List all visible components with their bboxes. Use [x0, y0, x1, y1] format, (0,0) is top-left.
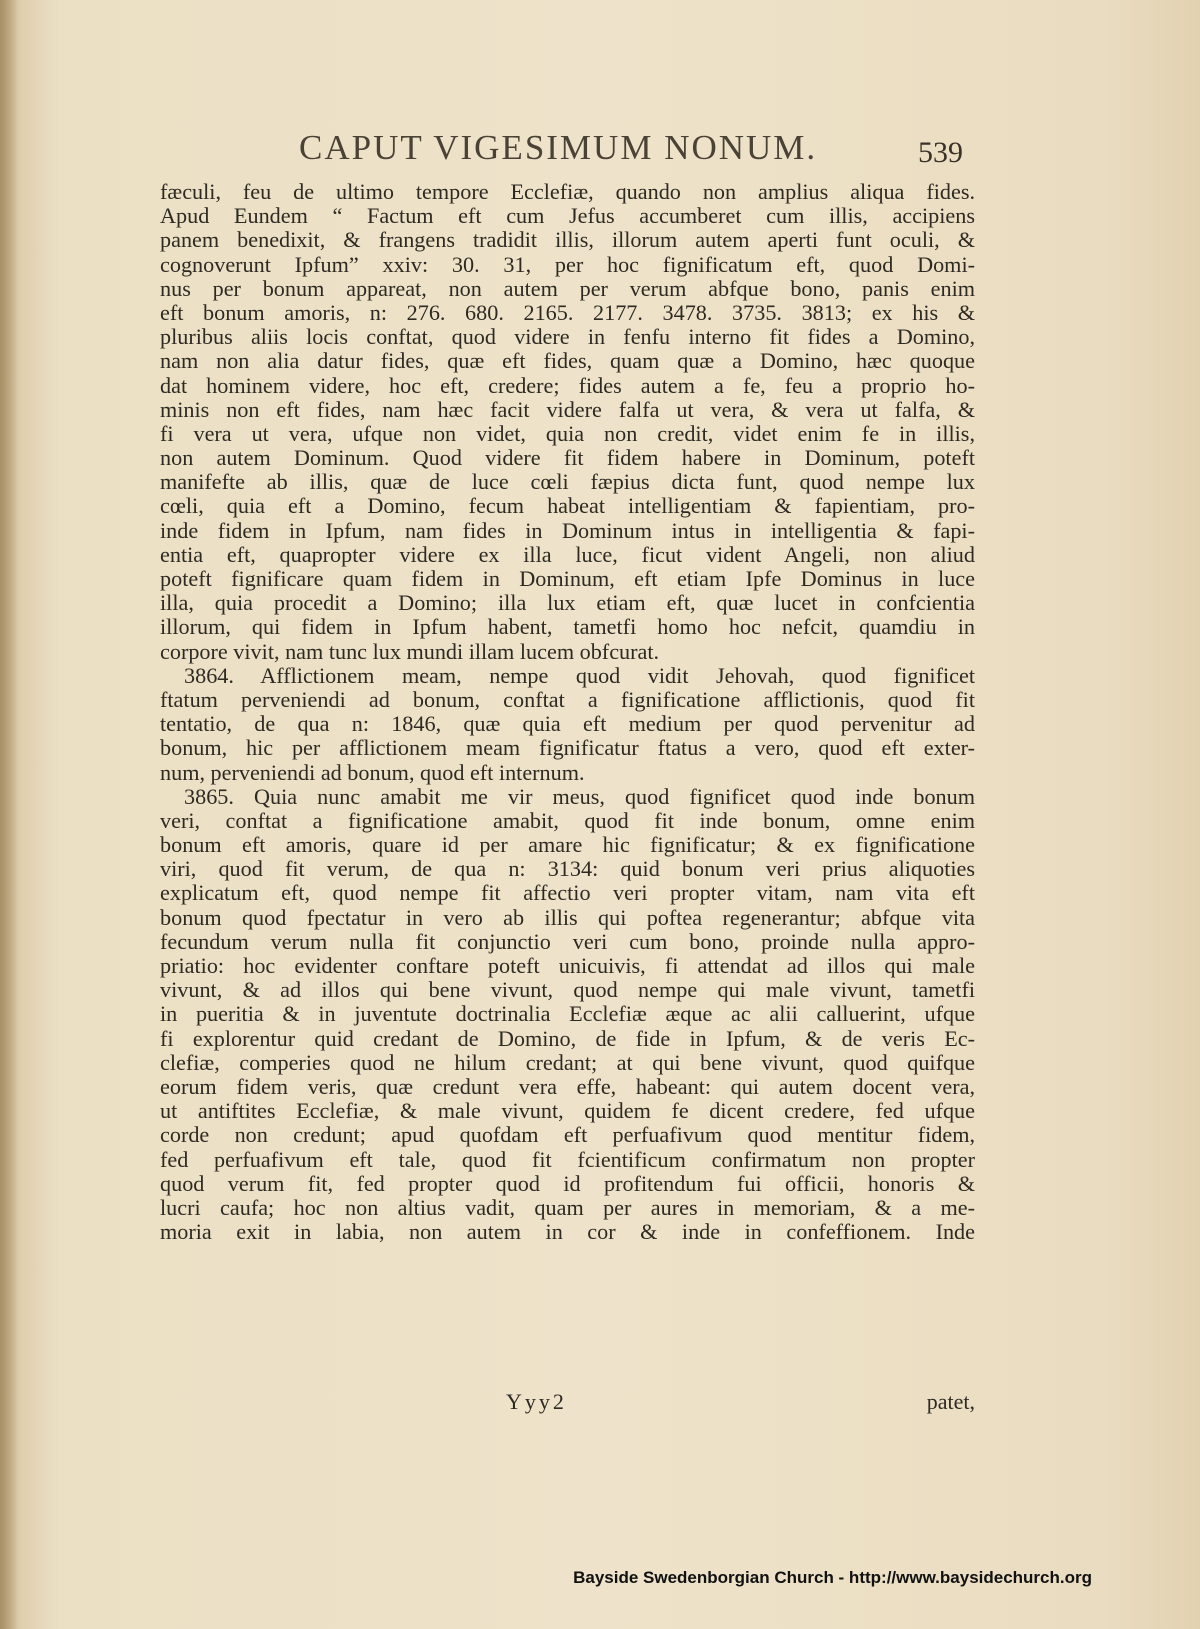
page-gutter-shadow — [0, 0, 18, 1629]
text-line: panem benedixit, & frangens tradidit illis, illorum autem aperti funt oculi, & — [160, 227, 975, 253]
text-line: quod verum fit, fed propter quod id profitendum fui officii, honoris & — [160, 1170, 975, 1196]
text-line: entia eft, quapropter videre ex illa luce, ficut vident Angeli, non aliud — [160, 541, 975, 567]
text-line: nus per bonum appareat, non autem per verum abfque bono, panis enim — [160, 275, 975, 301]
text-line: poteft fignificare quam fidem in Dominum, eft etiam Ipfe Dominus in luce — [160, 566, 975, 591]
text-line: ftatum perveniendi ad bonum, conftat a fignificatione afflictionis, quod fit — [160, 686, 975, 712]
page-number: 539 — [918, 136, 963, 169]
text-line: Apud Eundem “ Factum eft cum Jefus accumberet cum illis, accipiens — [160, 203, 975, 229]
text-line: corde non credunt; apud quofdam eft perfuafivum quod mentitur fidem, — [160, 1122, 975, 1148]
text-line: manifefte ab illis, quæ de luce cœli fæpius dicta funt, quod nempe lux — [160, 469, 975, 495]
text-line: moria exit in labia, non autem in cor & inde in confeffionem. Inde — [160, 1219, 975, 1245]
text-line: fi explorentur quid credant de Domino, de fide in Ipfum, & de veris Ec- — [160, 1025, 975, 1051]
signature-mark: Yyy2 — [506, 1389, 567, 1414]
text-line: eft bonum amoris, n: 276. 680. 2165. 2177. 3478. 3735. 3813; ex his & — [160, 299, 975, 325]
text-line: fi vera ut vera, ufque non videt, quia non credit, videt enim fe in illis, — [160, 420, 975, 446]
text-line: clefiæ, comperies quod ne hilum credant; at qui bene vivunt, quod quifque — [160, 1049, 975, 1075]
text-line: illorum, qui fidem in Ipfum habent, tametfi homo hoc nefcit, quamdiu in — [160, 614, 975, 640]
text-line: vivunt, & ad illos qui bene vivunt, quod nempe qui male vivunt, tametfi — [160, 977, 975, 1003]
text-line: priatio: hoc evidenter conftare poteft unicuivis, fi attendat ad illos qui male — [160, 953, 975, 978]
text-line: 3865. Quia nunc amabit me vir meus, quod fignificet quod inde bonum — [184, 783, 975, 809]
catchword: patet, — [926, 1389, 975, 1414]
text-line: cognoverunt Ipfum” xxiv: 30. 31, per hoc fignificatum eft, quod Domi- — [160, 251, 975, 277]
body-text — [160, 180, 975, 1244]
text-line: pluribus aliis locis conftat, quod videre in fenfu interno fit fides a Domino, — [160, 324, 975, 350]
text-line: bonum quod fpectatur in vero ab illis qui poftea regenerantur; abfque vita — [160, 904, 975, 930]
text-line: corpore vivit, nam tunc lux mundi illam lucem obfcurat. — [160, 638, 660, 664]
text-line: tentatio, de qua n: 1846, quæ quia eft medium per quod pervenitur ad — [160, 711, 975, 737]
text-line: bonum, hic per afflictionem meam fignificatur ftatus a vero, quod eft exter- — [160, 735, 975, 761]
text-line: fecundum verum nulla fit conjunctio veri cum bono, proinde nulla appro- — [160, 928, 975, 954]
text-line: ut antiftites Ecclefiæ, & male vivunt, quidem fe dicent credere, fed ufque — [160, 1098, 975, 1124]
page-footer — [160, 1389, 975, 1415]
text-line: viri, quod fit verum, de qua n: 3134: quid bonum veri prius aliquoties — [160, 856, 975, 882]
text-line: 3864. Afflictionem meam, nempe quod vidit Jehovah, quod fignificet — [184, 662, 975, 688]
text-line: minis non eft fides, nam hæc facit videre falfa ut vera, & vera ut falfa, & — [160, 396, 975, 422]
text-line: num, perveniendi ad bonum, quod eft internum. — [160, 759, 585, 785]
text-line: dat hominem videre, hoc eft, credere; fides autem a fe, feu a proprio ho- — [160, 372, 975, 398]
text-line: illa, quia procedit a Domino; illa lux etiam eft, quæ lucet in confcientia — [160, 590, 975, 616]
text-line: fæculi, feu de ultimo tempore Ecclefiæ, quando non amplius aliqua fides. — [160, 179, 975, 204]
text-line: inde fidem in Ipfum, nam fides in Dominum intus in intelligentia & fapi- — [160, 517, 975, 543]
text-line: lucri caufa; hoc non altius vadit, quam per aures in memoriam, & a me- — [160, 1194, 975, 1220]
text-line: bonum eft amoris, quare id per amare hic fignificatur; & ex fignificatione — [160, 832, 975, 858]
text-line: fed perfuafivum eft tale, quod fit fcientificum confirmatum non propter — [160, 1146, 975, 1172]
text-line: non autem Dominum. Quod videre fit fidem habere in Dominum, poteft — [160, 445, 975, 471]
text-line: nam non alia datur fides, quæ eft fides, quam quæ a Domino, hæc quoque — [160, 348, 975, 374]
text-line: eorum fidem veris, quæ credunt vera effe, habeant: qui autem docent vera, — [160, 1073, 975, 1099]
text-line: in pueritia & in juventute doctrinalia Ecclefiæ æque ac alii calluerint, ufque — [160, 1001, 975, 1027]
watermark: Bayside Swedenborgian Church - http://www.baysidechurch.org — [573, 1568, 1092, 1587]
running-head: CAPUT VIGESIMUM NONUM. — [299, 128, 818, 167]
text-line: veri, conftat a fignificatione amabit, quod fit inde bonum, omne enim — [160, 807, 975, 833]
text-line: explicatum eft, quod nempe fit affectio veri propter vitam, nam vita eft — [160, 880, 975, 906]
text-line: cœli, quia eft a Domino, fecum habeat intelligentiam & fapientiam, pro- — [160, 493, 975, 519]
